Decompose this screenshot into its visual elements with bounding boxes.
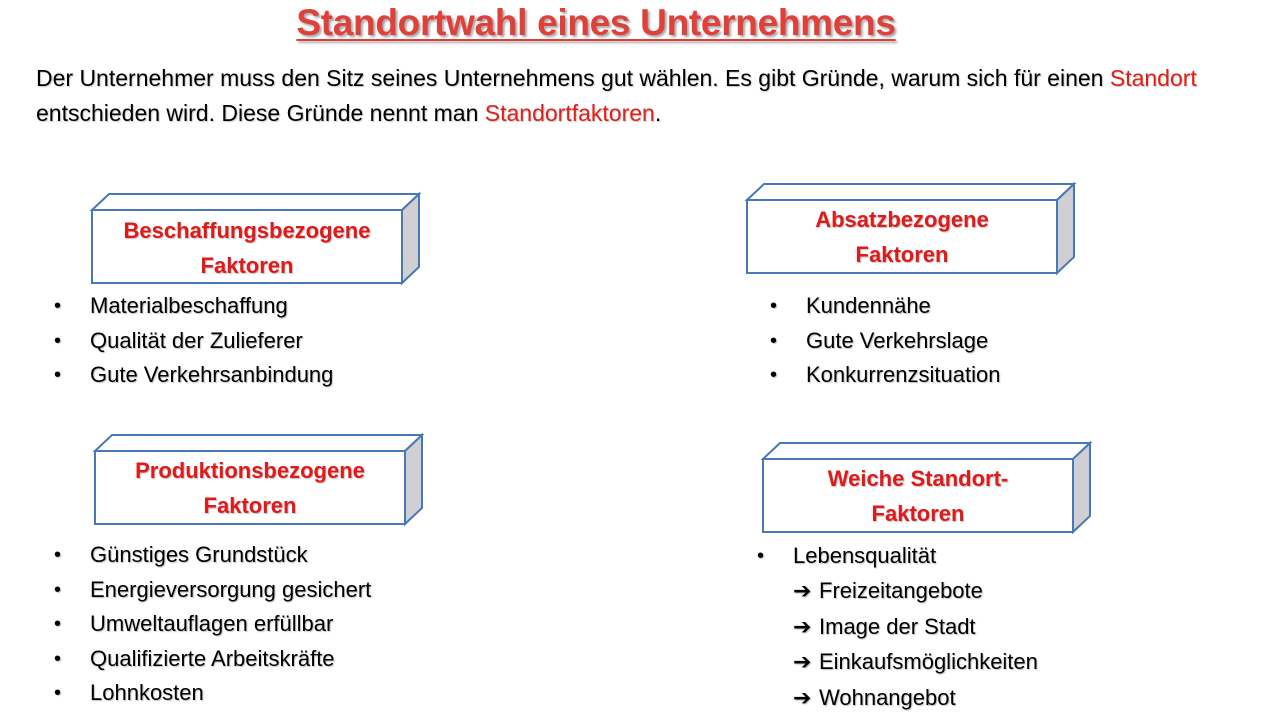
box-weich-line2: Faktoren: [871, 501, 965, 526]
list-item: [793, 681, 1038, 717]
list-item: • Lebensqualität: [757, 539, 936, 574]
intro-text-2: entschieden wird. Diese Gründe nennt man: [36, 100, 485, 126]
list-item: • Energieversorgung gesichert: [54, 573, 371, 608]
list-item: [793, 645, 1038, 681]
page-title: Standortwahl eines Unternehmens: [296, 2, 896, 43]
intro-text-1: Der Unternehmer muss den Sitz seines Unternehmens gut wählen. Es gibt Gründe, warum sich für einen: [36, 65, 1110, 91]
list-item: • Materialbeschaffung: [54, 289, 333, 324]
list-absatz: [770, 289, 1000, 393]
list-item: [793, 610, 1038, 646]
box-produktion-line2: Faktoren: [203, 493, 297, 518]
list-item: • Gute Verkehrsanbindung: [54, 358, 333, 393]
list-beschaffung: [54, 289, 333, 393]
box-weich: [762, 442, 1092, 534]
sub-item-label: Image der Stadt: [819, 613, 976, 639]
box-beschaffung-line2: Faktoren: [200, 253, 294, 278]
arrow-right-icon: ➔: [793, 650, 812, 675]
list-item: • Umweltauflagen erfüllbar: [54, 607, 371, 642]
box-produktion: [94, 434, 424, 526]
list-item: [793, 574, 1038, 610]
arrow-right-icon: ➔: [793, 685, 812, 711]
list-weich-sub: [793, 574, 1038, 716]
list-item: • Lohnkosten: [54, 676, 371, 711]
list-item: • Qualität der Zulieferer: [54, 324, 333, 359]
list-item: • Qualifizierte Arbeitskräfte: [54, 642, 371, 677]
intro-highlight-standortfaktoren: Standortfaktoren: [484, 100, 655, 126]
box-absatz-line1: Absatzbezogene: [815, 207, 989, 232]
box-absatz-line2: Faktoren: [855, 242, 949, 267]
box-weich-line1: Weiche Standort-: [827, 466, 1009, 491]
intro-highlight-standort: Standort: [1109, 65, 1197, 91]
list-weich: [757, 539, 936, 574]
sub-item-label: Wohnangebot: [819, 684, 956, 710]
box-beschaffung: [91, 193, 421, 285]
box-produktion-line1: Produktionsbezogene: [135, 458, 365, 483]
intro-text-3: .: [654, 100, 662, 126]
list-item: • Konkurrenzsituation: [770, 358, 1000, 393]
list-item: • Kundennähe: [770, 289, 1000, 324]
box-beschaffung-line1: Beschaffungsbezogene: [123, 218, 371, 243]
intro-paragraph: [36, 61, 1256, 131]
sub-item-label: Einkaufsmöglichkeiten: [819, 649, 1038, 674]
arrow-right-icon: ➔: [793, 579, 812, 604]
box-absatz: [746, 183, 1076, 275]
arrow-right-icon: ➔: [793, 614, 812, 640]
sub-item-label: Freizeitangebote: [819, 578, 983, 603]
list-item: • Günstiges Grundstück: [54, 538, 371, 573]
list-item: • Gute Verkehrslage: [770, 324, 1000, 359]
list-produktion: [54, 538, 371, 711]
